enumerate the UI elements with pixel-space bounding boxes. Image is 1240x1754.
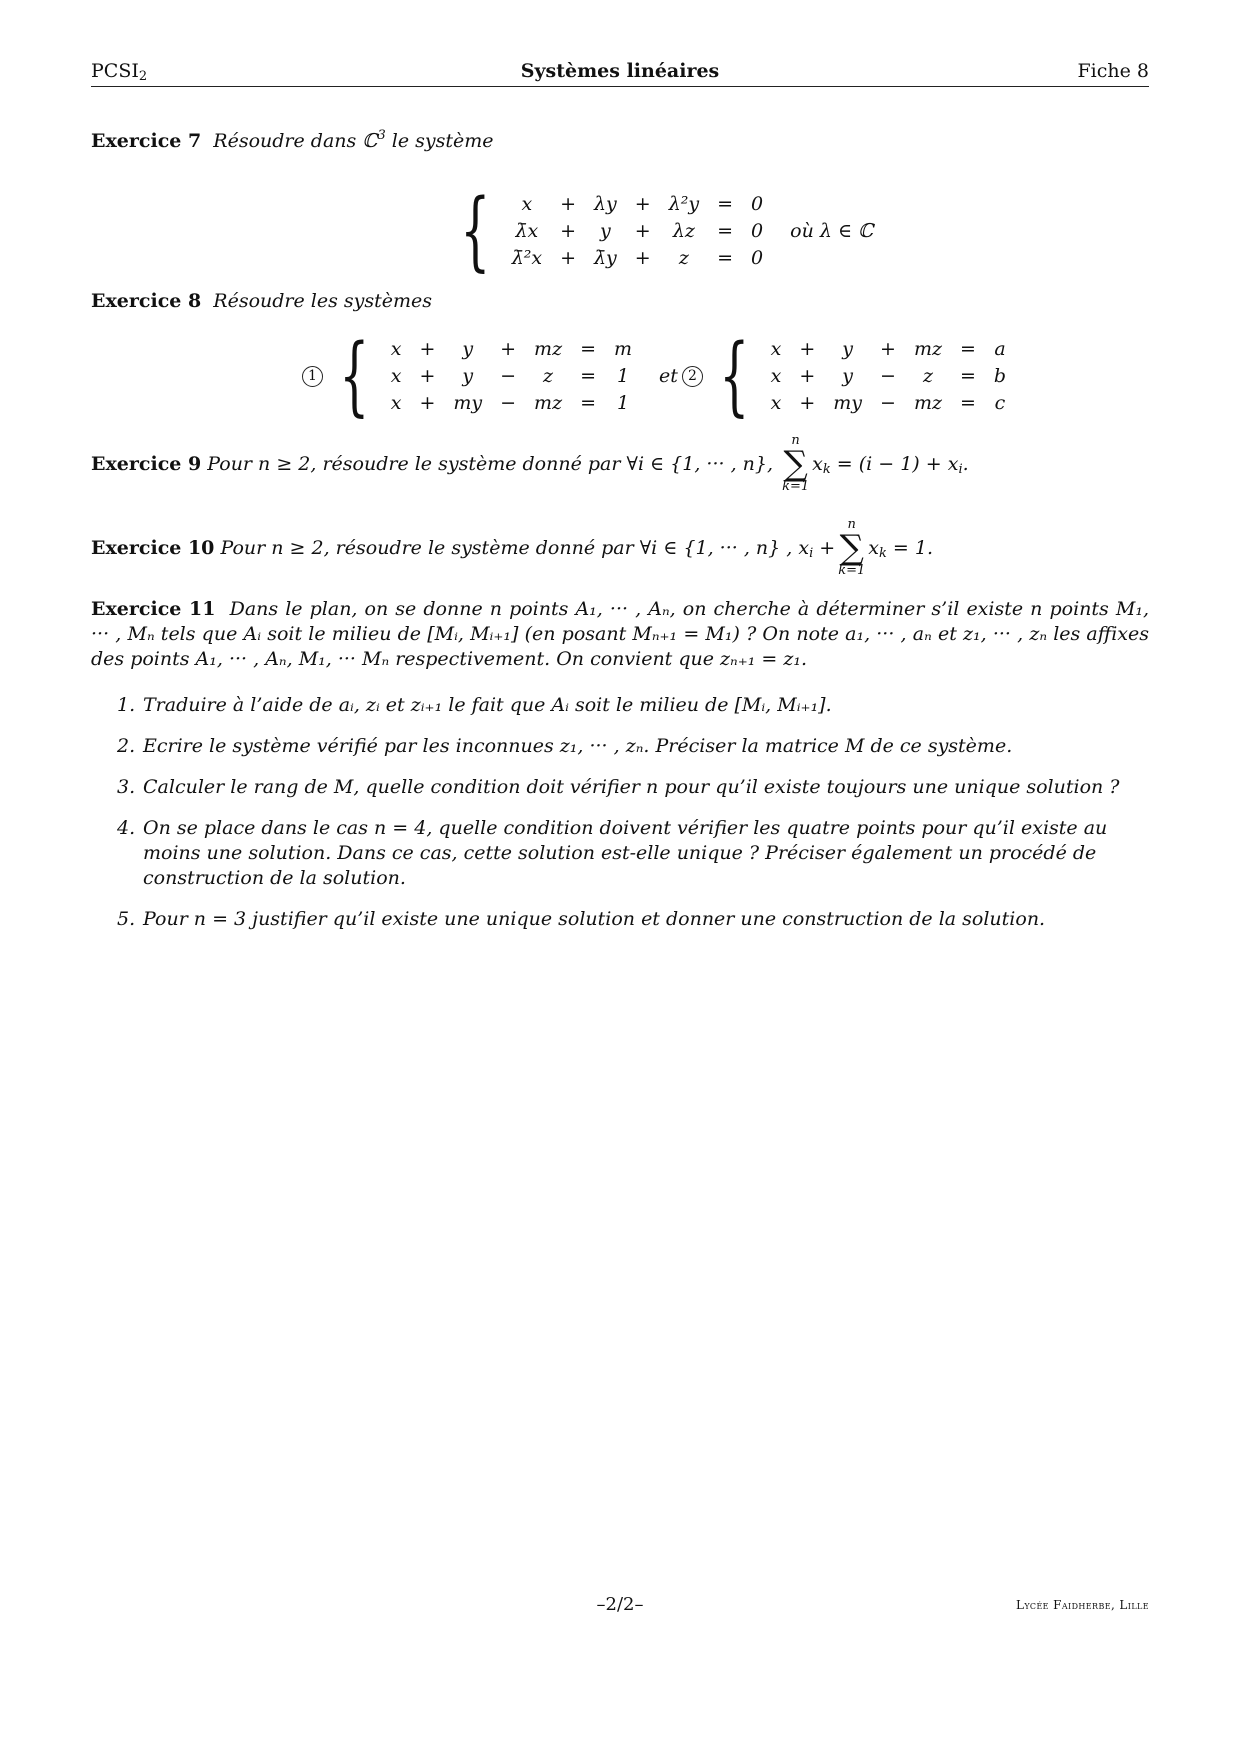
sheet-title: Systèmes linéaires bbox=[520, 60, 720, 82]
equation-term: + bbox=[560, 247, 577, 269]
equation-term: = bbox=[580, 392, 596, 414]
equation-term: = bbox=[960, 365, 976, 387]
page-number: –2/2– bbox=[596, 1594, 644, 1615]
equation-term: λ²y bbox=[668, 193, 700, 215]
equation-term: λz bbox=[672, 220, 695, 242]
equation-term: mz bbox=[913, 338, 942, 360]
system-2-label: 2 bbox=[682, 366, 703, 387]
equation-term: y bbox=[600, 220, 611, 242]
equation-term: = bbox=[960, 338, 976, 360]
equation-term: = bbox=[717, 220, 734, 242]
equation-term: + bbox=[634, 247, 651, 269]
equation-term: + bbox=[634, 220, 651, 242]
equation-term: = bbox=[717, 193, 734, 215]
exercise-8-systems bbox=[302, 326, 1015, 426]
equation-term: y bbox=[842, 338, 854, 360]
equation-term: 0 bbox=[751, 193, 764, 215]
equation-term: mz bbox=[534, 392, 563, 414]
question-text: On se place dans le cas n = 4, quelle condition doivent vérifier les quatre points pour qu’il existe au moins une solution. Dans ce cas, cette solution est-elle unique ? Préciser également un procédé de construction de la solution. bbox=[143, 817, 1108, 889]
system-7-table bbox=[503, 191, 772, 272]
left-brace: { bbox=[339, 326, 370, 426]
equation-term: m bbox=[614, 338, 633, 360]
question-number: 1. bbox=[117, 694, 136, 716]
equation-term: y bbox=[462, 365, 474, 387]
question-item bbox=[91, 775, 1149, 800]
equation-term: my bbox=[453, 392, 483, 414]
equation-term: = bbox=[580, 365, 596, 387]
equation-term: + bbox=[880, 338, 896, 360]
equation-term: λ̄²x bbox=[511, 247, 543, 269]
system-2-table bbox=[762, 336, 1015, 417]
equation-term: 0 bbox=[751, 247, 764, 269]
equation-row bbox=[503, 218, 772, 245]
class-label: $PCSI_2$ bbox=[91, 60, 148, 84]
exercise-7-system bbox=[448, 181, 874, 281]
equation-term: + bbox=[419, 365, 436, 387]
question-text: Pour n = 3 justifier qu’il existe une unique solution et donner une construction de la solution. bbox=[143, 908, 1046, 930]
question-text: Traduire à l’aide de aᵢ, zᵢ et zᵢ₊₁ le fait que Aᵢ soit le milieu de [Mᵢ, Mᵢ₊₁]. bbox=[143, 694, 832, 716]
sum-symbol: n ∑ k=1 bbox=[838, 517, 866, 578]
left-brace: { bbox=[719, 326, 750, 426]
exercise-8-statement: Exercice 8 Résoudre les systèmes bbox=[91, 290, 433, 312]
equation-term: = bbox=[960, 392, 976, 414]
equation-term: = bbox=[580, 338, 596, 360]
equation-term: x bbox=[521, 193, 533, 215]
question-item bbox=[91, 734, 1149, 759]
question-text: Calculer le rang de M, quelle condition doit vérifier n pour qu’il existe toujours une unique solution ? bbox=[143, 776, 1120, 798]
question-item bbox=[91, 693, 1149, 718]
equation-term: λy bbox=[594, 193, 617, 215]
equation-term: y bbox=[842, 365, 854, 387]
question-text: Ecrire le système vérifié par les inconnues z₁, ··· , zₙ. Préciser la matrice M de ce système. bbox=[143, 735, 1013, 757]
equation-term: a bbox=[994, 338, 1006, 360]
equation-row bbox=[503, 191, 772, 218]
question-number: 4. bbox=[117, 817, 136, 839]
equation-term: my bbox=[833, 392, 863, 414]
sum-symbol: n ∑ k=1 bbox=[782, 433, 810, 494]
equation-term: − bbox=[880, 392, 896, 414]
equation-term: b bbox=[993, 365, 1007, 387]
equation-term: − bbox=[880, 365, 896, 387]
equation-term: z bbox=[922, 365, 933, 387]
equation-term: x bbox=[770, 365, 782, 387]
equation-term: x bbox=[390, 365, 402, 387]
equation-term: 0 bbox=[751, 220, 764, 242]
equation-row bbox=[762, 336, 1015, 363]
question-item bbox=[91, 907, 1149, 932]
equation-term: + bbox=[419, 338, 436, 360]
system-1-label: 1 bbox=[302, 366, 323, 387]
condition: où λ ∈ ℂ bbox=[790, 220, 874, 242]
equation-term: λ̄y bbox=[594, 247, 617, 269]
equation-term: x bbox=[770, 338, 782, 360]
exercise-9-statement: Exercice 9 Pour n ≥ 2, résoudre le système donné par ∀i ∈ {1, ··· , n}, n ∑ k=1 $x_k = (i - 1) + x_i$. bbox=[91, 433, 969, 494]
equation-row bbox=[382, 390, 641, 417]
equation-term: + bbox=[500, 338, 517, 360]
equation-term: λ̄x bbox=[515, 220, 539, 242]
equation-row bbox=[503, 245, 772, 272]
equation-term: 1 bbox=[616, 392, 630, 414]
equation-term: 1 bbox=[616, 365, 630, 387]
equation-term: + bbox=[634, 193, 651, 215]
equation-row bbox=[382, 363, 641, 390]
equation-term: mz bbox=[534, 338, 563, 360]
joiner: et bbox=[659, 365, 678, 387]
question-number: 5. bbox=[117, 908, 136, 930]
question-number: 2. bbox=[117, 735, 136, 757]
equation-term: y bbox=[462, 338, 474, 360]
sheet-number: Fiche 8 bbox=[1077, 60, 1149, 82]
equation-term: − bbox=[500, 365, 517, 387]
equation-term: + bbox=[560, 220, 577, 242]
exercise-7-statement: Exercice 7 Résoudre dans ℂ$^3$ le système bbox=[91, 128, 494, 152]
equation-row bbox=[762, 390, 1015, 417]
equation-term: + bbox=[799, 365, 816, 387]
equation-term: − bbox=[500, 392, 517, 414]
equation-term: + bbox=[560, 193, 577, 215]
equation-term: = bbox=[717, 247, 734, 269]
exercise-11-questions bbox=[91, 693, 1149, 948]
equation-term: mz bbox=[913, 392, 942, 414]
equation-term: x bbox=[390, 392, 402, 414]
left-brace: { bbox=[460, 181, 491, 281]
system-1-table bbox=[382, 336, 641, 417]
equation-row bbox=[762, 363, 1015, 390]
equation-term: z bbox=[678, 247, 689, 269]
question-item bbox=[91, 816, 1149, 891]
equation-term: + bbox=[419, 392, 436, 414]
equation-term: x bbox=[770, 392, 782, 414]
equation-term: + bbox=[799, 392, 816, 414]
question-number: 3. bbox=[117, 776, 136, 798]
equation-row bbox=[382, 336, 641, 363]
equation-term: x bbox=[390, 338, 402, 360]
exercise-11-statement: Exercice 11 Dans le plan, on se donne n points A₁, ··· , Aₙ, on cherche à déterminer s’il existe n points M₁, ··· , Mₙ tels que Aᵢ soit le milieu de [Mᵢ, Mᵢ₊₁] (en posant Mₙ₊₁ = M₁) ? On note a₁, ··· , aₙ et z₁, ··· , zₙ les affixes des points A₁, ··· , Aₙ, M₁, ··· Mₙ respectivement. On convient que zₙ₊₁ = z₁. bbox=[91, 598, 1149, 670]
equation-term: z bbox=[543, 365, 554, 387]
page-header bbox=[91, 58, 1149, 87]
equation-term: + bbox=[799, 338, 816, 360]
exercise-10-statement: Exercice 10 Pour n ≥ 2, résoudre le système donné par ∀i ∈ {1, ··· , n} , $x_i$ + n ∑ k=1 $x_k = 1$. bbox=[91, 517, 933, 578]
equation-term: c bbox=[994, 392, 1006, 414]
school-name: Lycée Faidherbe, Lille bbox=[1016, 1598, 1149, 1612]
